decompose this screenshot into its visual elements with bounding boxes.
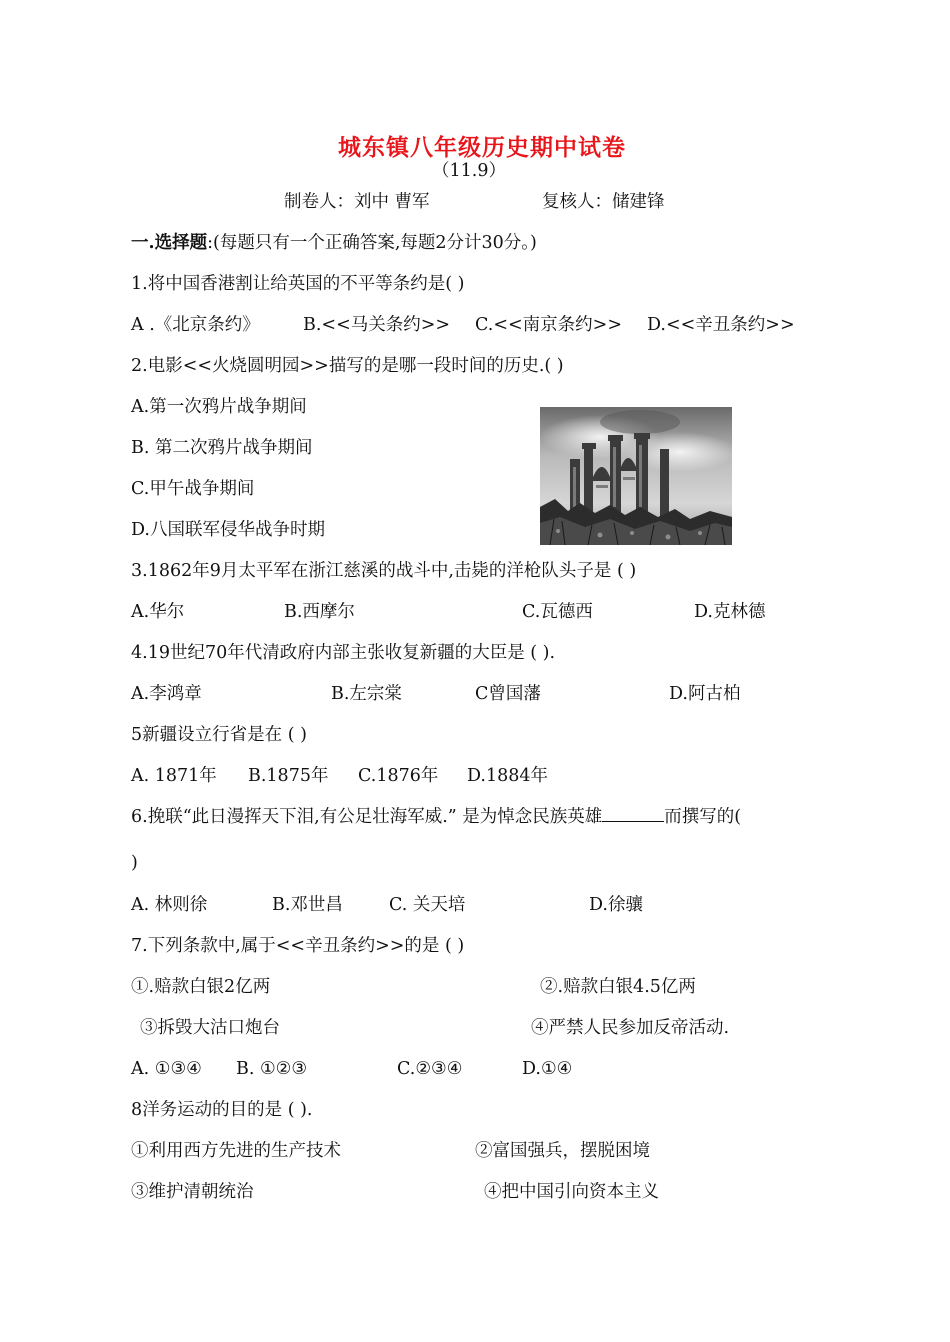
section-instruction: :(每题只有一个正确答案,每题2分计30分。)	[207, 233, 537, 253]
q7-option-c: C.②③④	[397, 1059, 463, 1079]
q7-item-1: ①.赔款白银2亿两	[131, 977, 271, 997]
q6-stem-closing: )	[131, 853, 138, 873]
question-8-stem: 8洋务运动的目的是 ( ).	[131, 1100, 313, 1120]
question-6-stem	[131, 806, 741, 828]
q7-option-b: B. ①②③	[236, 1059, 308, 1079]
q1-option-a: A .《北京条约》	[131, 315, 260, 335]
q4-option-b: B.左宗棠	[331, 684, 402, 704]
q1-option-c: C.<<南京条约>>	[475, 315, 622, 335]
exam-date: （11.9）	[432, 161, 506, 181]
q3-option-c: C.瓦德西	[522, 602, 593, 622]
question-5-stem: 5新疆设立行省是在 ( )	[131, 725, 307, 745]
q1-option-d: D.<<辛丑条约>>	[647, 315, 795, 335]
q6-option-a: A. 林则徐	[131, 895, 208, 915]
q6-answer-blank	[602, 806, 664, 822]
q4-option-c: C曾国藩	[475, 684, 541, 704]
q8-item-3: ③维护清朝统治	[131, 1182, 254, 1202]
q6-option-c: C. 关天培	[389, 895, 466, 915]
section-label: 一.选择题	[131, 233, 208, 253]
q2-option-d: D.八国联军侵华战争时期	[131, 520, 325, 540]
q7-option-d: D.①④	[522, 1059, 573, 1079]
q6-option-b: B.邓世昌	[272, 895, 343, 915]
q5-option-c: C.1876年	[358, 766, 439, 786]
q1-option-b: B.<<马关条约>>	[303, 315, 451, 335]
question-4-stem: 4.19世纪70年代清政府内部主张收复新疆的大臣是 ( ).	[131, 643, 556, 663]
q5-option-a: A. 1871年	[131, 766, 217, 786]
yuanmingyuan-ruins-photo	[540, 407, 732, 545]
q7-item-2: ②.赔款白银4.5亿两	[540, 977, 696, 997]
q6-stem-part-b: 而撰写的(	[664, 807, 742, 827]
q8-item-1: ①利用西方先进的生产技术	[131, 1141, 341, 1161]
q3-option-a: A.华尔	[131, 602, 185, 622]
q8-item-2: ②富国强兵，摆脱困境	[475, 1141, 650, 1161]
author-line: 制卷人：刘中 曹军	[284, 192, 430, 212]
question-1-stem: 1.将中国香港割让给英国的不平等条约是( )	[131, 274, 465, 294]
q6-stem-part-a: 6.挽联“此日漫挥天下泪,有公足壮海军威.” 是为悼念民族英雄	[131, 807, 603, 827]
q5-option-b: B.1875年	[248, 766, 329, 786]
q2-option-b: B. 第二次鸦片战争期间	[131, 438, 313, 458]
q3-option-d: D.克林德	[694, 602, 766, 622]
q7-item-4: ④严禁人民参加反帝活动.	[531, 1018, 730, 1038]
ruins-illustration	[540, 407, 732, 545]
section-heading	[131, 232, 537, 254]
q4-option-a: A.李鸿章	[131, 684, 202, 704]
q3-option-b: B.西摩尔	[284, 602, 355, 622]
q2-option-a: A.第一次鸦片战争期间	[131, 397, 307, 417]
q5-option-d: D.1884年	[467, 766, 549, 786]
q8-item-4: ④把中国引向资本主义	[484, 1182, 659, 1202]
question-3-stem: 3.1862年9月太平军在浙江慈溪的战斗中,击毙的洋枪队头子是 ( )	[131, 561, 637, 581]
q7-item-3: ③拆毁大沽口炮台	[140, 1018, 280, 1038]
q4-option-d: D.阿古柏	[669, 684, 741, 704]
page-title: 城东镇八年级历史期中试卷	[338, 134, 626, 161]
reviewer-line: 复核人：储建锋	[542, 192, 665, 212]
question-7-stem: 7.下列条款中,属于<<辛丑条约>>的是 ( )	[131, 936, 465, 956]
question-2-stem: 2.电影<<火烧圆明园>>描写的是哪一段时间的历史.( )	[131, 356, 564, 376]
q2-option-c: C.甲午战争期间	[131, 479, 255, 499]
q6-option-d: D.徐骧	[589, 895, 643, 915]
q7-option-a: A. ①③④	[131, 1059, 202, 1079]
